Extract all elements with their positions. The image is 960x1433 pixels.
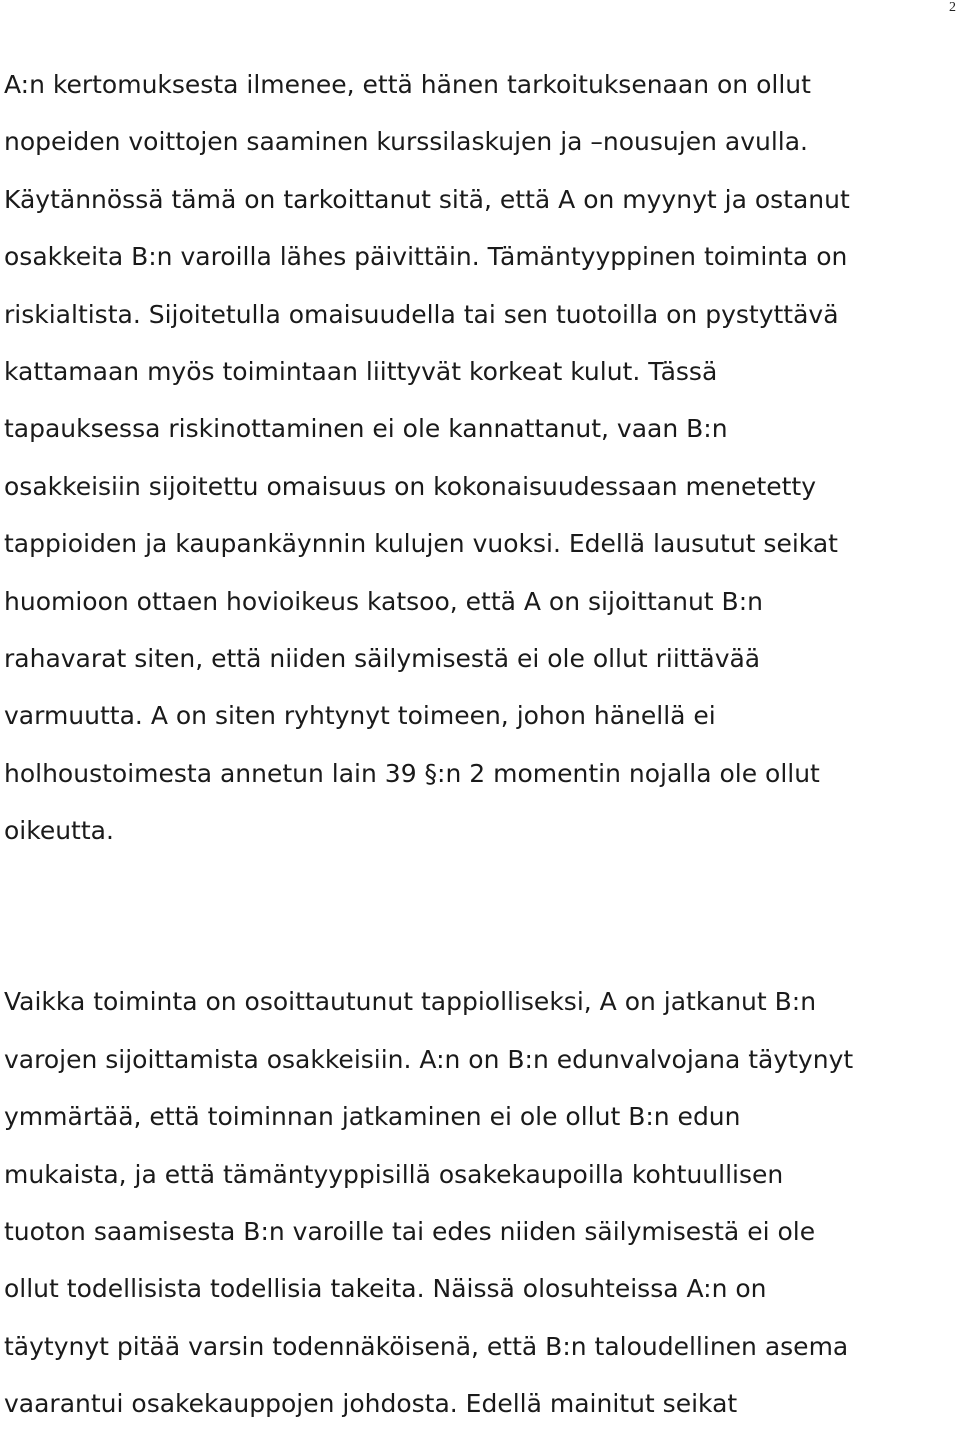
text-line: tuoton saamisesta B:n varoille tai edes niiden säilymisestä ei ole [4, 1217, 816, 1247]
text-line: Vaikka toiminta on osoittautunut tappiolliseksi, A on jatkanut B:n [4, 987, 817, 1017]
text-line: oikeutta. [4, 816, 114, 846]
text-line: tapauksessa riskinottaminen ei ole kannattanut, vaan B:n [4, 414, 728, 444]
text-line: täytynyt pitää varsin todennäköisenä, että B:n taloudellinen asema [4, 1331, 849, 1361]
text-line: ymmärtää, että toiminnan jatkaminen ei ole ollut B:n edun [4, 1102, 741, 1132]
text-line: kattamaan myös toimintaan liittyvät korkeat kulut. Tässä [4, 356, 718, 386]
document-body [4, 56, 956, 1433]
text-line: riskialtista. Sijoitetulla omaisuudella tai sen tuotoilla on pystyttävä [4, 299, 839, 329]
text-line: nopeiden voittojen saaminen kurssilaskujen ja –nousujen avulla. [4, 127, 809, 157]
text-line: osakkeisiin sijoitettu omaisuus on kokonaisuudessaan menetetty [4, 471, 817, 501]
text-line: rahavarat siten, että niiden säilymisestä ei ole ollut riittävää [4, 643, 761, 673]
page-number: 2 [949, 0, 956, 15]
text-line: varojen sijoittamista osakkeisiin. A:n on B:n edunvalvojana täytynyt [4, 1044, 854, 1074]
text-line: A:n kertomuksesta ilmenee, että hänen tarkoituksenaan on ollut [4, 70, 811, 99]
text-line: Käytännössä tämä on tarkoittanut sitä, että A on myynyt ja ostanut [4, 184, 850, 214]
paragraph-1 [4, 56, 956, 859]
text-line: huomioon ottaen hovioikeus katsoo, että A on sijoittanut B:n [4, 586, 763, 616]
text-line: ollut todellisista todellisia takeita. Näissä olosuhteissa A:n on [4, 1274, 767, 1304]
text-line: varmuutta. A on siten ryhtynyt toimeen, johon hänellä ei [4, 701, 716, 731]
text-line: vaarantui osakekauppojen johdosta. Edellä mainitut seikat [4, 1389, 738, 1419]
text-line: mukaista, ja että tämäntyyppisillä osakekaupoilla kohtuullisen [4, 1159, 784, 1189]
paragraph-2 [4, 973, 956, 1432]
text-line: holhoustoimesta annetun lain 39 §:n 2 momentin nojalla ole ollut [4, 758, 820, 788]
paragraph-spacer [4, 859, 956, 973]
text-line: osakkeita B:n varoilla lähes päivittäin. Tämäntyyppinen toiminta on [4, 242, 848, 272]
text-line: tappioiden ja kaupankäynnin kulujen vuoksi. Edellä lausutut seikat [4, 529, 838, 559]
